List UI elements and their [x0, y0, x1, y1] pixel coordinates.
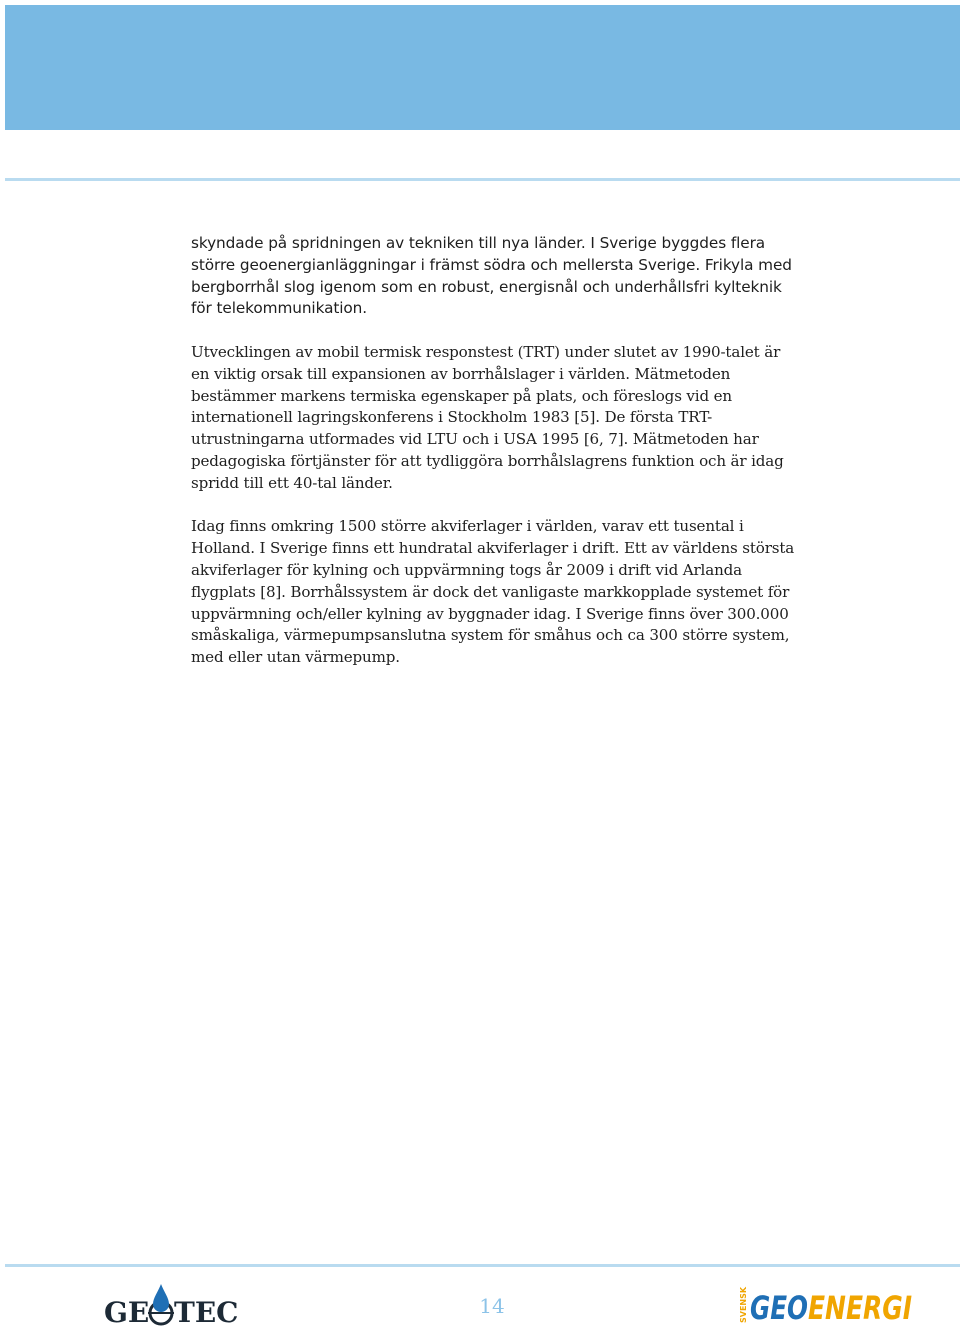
paragraph-2: Utvecklingen av mobil termisk responstest (TRT) under slutet av 1990-talet är en viktig orsak till expansionen av borrhålslager i världen. Mätmetoden bestämmer markens termiska egenskaper på plats, och föreslogs vid en internationell lagringskonferens i Stockholm 1983 [5]. De första TRT-utrustningarna utformades vid LTU och i USA 1995 [6, 7]. Mätmetoden har pedagogiska förtjänster för att tydliggöra borrhålslagrens funktion och är idag spridd till ett 40-tal länder.	[191, 342, 784, 492]
body-text	[191, 233, 801, 691]
geotec-logo-tec: TEC	[174, 1296, 239, 1329]
svensk-label: SVENSK	[739, 1286, 748, 1323]
paragraph-3: Idag finns omkring 1500 större akviferlager i världen, varav ett tusental i Holland. I Sverige finns ett hundratal akviferlager i drift. Ett av världens största akviferlager för kylning och uppvärmning togs år 2009 i drift vid Arlanda flygplats [8]. Borrhålssystem är dock det vanligaste markkopplade systemet för uppvärmning och/eller kylning av byggnader idag. I Sverige finns över 300.000 småskaliga, värmepumpsanslutna system för småhus och ca 300 större system, med eller utan värmepump.	[191, 517, 795, 667]
geotec-logo-ge: GE	[104, 1296, 150, 1329]
header-divider	[5, 178, 960, 181]
page-number: 14	[479, 1294, 505, 1318]
svensk-geoenergi-logo	[736, 1285, 916, 1325]
header-band	[5, 5, 960, 130]
geotec-logo	[104, 1282, 244, 1329]
water-drop-icon	[148, 1284, 174, 1324]
footer-divider	[5, 1264, 960, 1267]
geo-word: GEO	[750, 1289, 808, 1327]
paragraph-1: skyndade på spridningen av tekniken till nya länder. I Sverige byggdes flera större geoenergianläggningar i främst södra och mellersta Sverige. Frikyla med bergborrhål slog igenom som en robust, energisnål och underhållsfri kylteknik för telekommunikation.	[191, 234, 792, 318]
energi-word: ENERGI	[808, 1289, 913, 1327]
